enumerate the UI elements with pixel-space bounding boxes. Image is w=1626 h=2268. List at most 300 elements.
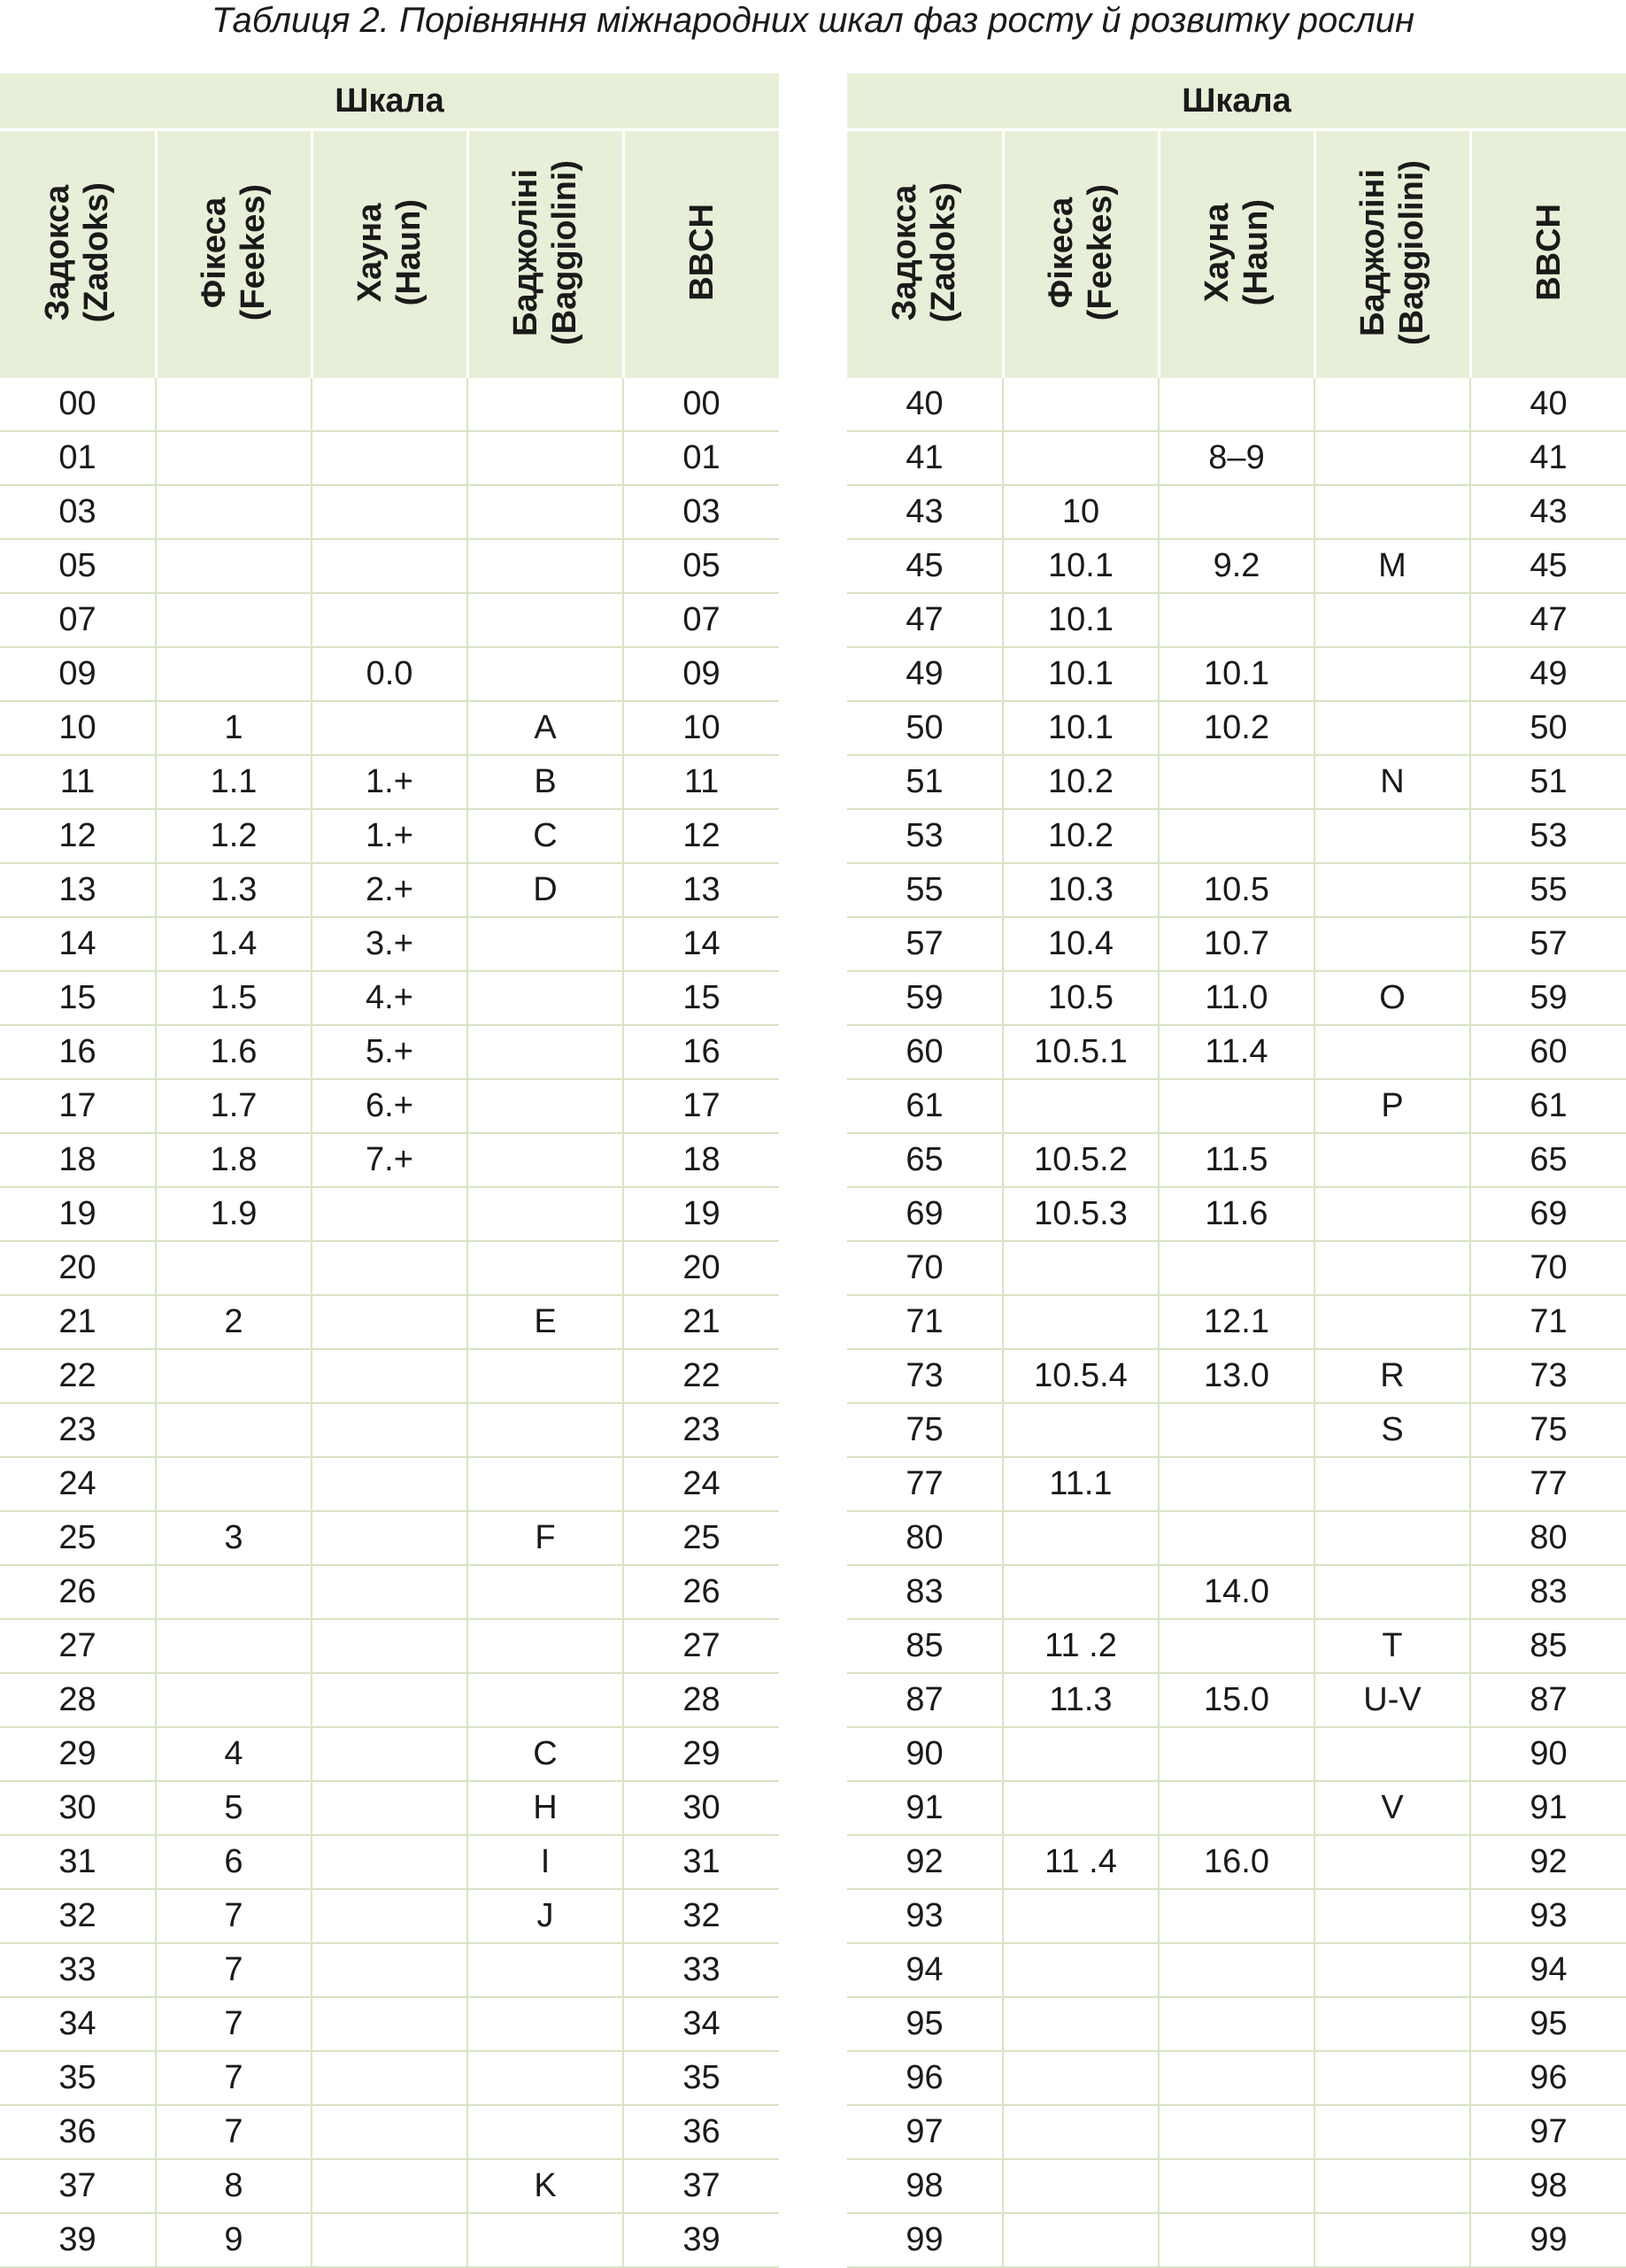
cell-bbch: 97 bbox=[1470, 2105, 1626, 2159]
cell-haun bbox=[312, 1187, 467, 1241]
table-row bbox=[0, 1943, 779, 1997]
cell-bbch: 95 bbox=[1470, 1997, 1626, 2051]
table-row bbox=[847, 1295, 1626, 1349]
cell-feekes: 1.8 bbox=[156, 1133, 312, 1187]
table-row bbox=[847, 863, 1626, 917]
cell-zadoks: 12 bbox=[0, 809, 156, 863]
cell-zadoks: 31 bbox=[0, 1835, 156, 1889]
cell-haun: 10.7 bbox=[1159, 917, 1314, 971]
cell-zadoks: 61 bbox=[847, 1079, 1003, 1133]
cell-haun bbox=[312, 1457, 467, 1511]
cell-zadoks: 53 bbox=[847, 809, 1003, 863]
cell-bbch: 24 bbox=[623, 1457, 779, 1511]
cell-bbch: 27 bbox=[623, 1619, 779, 1673]
cell-baggiolini: I bbox=[467, 1835, 623, 1889]
cell-bbch: 65 bbox=[1470, 1133, 1626, 1187]
cell-baggiolini bbox=[1314, 809, 1470, 863]
cell-bbch: 77 bbox=[1470, 1457, 1626, 1511]
cell-feekes bbox=[156, 1457, 312, 1511]
table-row bbox=[0, 1781, 779, 1835]
cell-haun bbox=[312, 1835, 467, 1889]
cell-haun bbox=[1159, 1943, 1314, 1997]
table-row bbox=[847, 2105, 1626, 2159]
cell-zadoks: 45 bbox=[847, 539, 1003, 593]
cell-feekes: 10.5.1 bbox=[1003, 1025, 1159, 1079]
table-row bbox=[847, 539, 1626, 593]
cell-zadoks: 16 bbox=[0, 1025, 156, 1079]
cell-haun bbox=[312, 485, 467, 539]
cell-haun bbox=[1159, 2051, 1314, 2105]
cell-feekes: 10.5.2 bbox=[1003, 1133, 1159, 1187]
table-row bbox=[847, 1457, 1626, 1511]
table-row bbox=[0, 1187, 779, 1241]
table-caption: Таблиця 2. Порівняння міжнародних шкал фаз росту й розвитку рослин bbox=[211, 1, 1415, 40]
cell-bbch: 18 bbox=[623, 1133, 779, 1187]
cell-zadoks: 15 bbox=[0, 971, 156, 1025]
cell-haun bbox=[312, 1241, 467, 1295]
cell-baggiolini bbox=[467, 1403, 623, 1457]
table-row bbox=[0, 593, 779, 647]
table-row bbox=[847, 593, 1626, 647]
cell-haun bbox=[312, 1781, 467, 1835]
cell-baggiolini bbox=[1314, 1835, 1470, 1889]
cell-zadoks: 01 bbox=[0, 431, 156, 485]
column-header-feekes: Фікеса (Feekes) bbox=[156, 130, 312, 379]
cell-haun bbox=[1159, 755, 1314, 809]
cell-zadoks: 14 bbox=[0, 917, 156, 971]
cell-zadoks: 93 bbox=[847, 1889, 1003, 1943]
cell-haun: 14.0 bbox=[1159, 1565, 1314, 1619]
cell-zadoks: 55 bbox=[847, 863, 1003, 917]
cell-zadoks: 23 bbox=[0, 1403, 156, 1457]
cell-bbch: 59 bbox=[1470, 971, 1626, 1025]
cell-bbch: 10 bbox=[623, 701, 779, 755]
cell-bbch: 87 bbox=[1470, 1673, 1626, 1727]
cell-bbch: 23 bbox=[623, 1403, 779, 1457]
cell-zadoks: 35 bbox=[0, 2051, 156, 2105]
cell-feekes: 2 bbox=[156, 1295, 312, 1349]
cell-haun: 5.+ bbox=[312, 1025, 467, 1079]
column-header-haun: Хауна (Haun) bbox=[312, 130, 467, 379]
cell-bbch: 92 bbox=[1470, 1835, 1626, 1889]
cell-haun bbox=[1159, 485, 1314, 539]
table-row bbox=[0, 1241, 779, 1295]
cell-feekes bbox=[1003, 431, 1159, 485]
cell-bbch: 12 bbox=[623, 809, 779, 863]
table-row bbox=[0, 2051, 779, 2105]
cell-haun: 11.4 bbox=[1159, 1025, 1314, 1079]
table-row bbox=[847, 1619, 1626, 1673]
cell-haun: 16.0 bbox=[1159, 1835, 1314, 1889]
table-row bbox=[847, 485, 1626, 539]
cell-bbch: 26 bbox=[623, 1565, 779, 1619]
cell-haun: 7.+ bbox=[312, 1133, 467, 1187]
cell-feekes: 1.7 bbox=[156, 1079, 312, 1133]
cell-zadoks: 29 bbox=[0, 1727, 156, 1781]
cell-bbch: 61 bbox=[1470, 1079, 1626, 1133]
cell-bbch: 07 bbox=[623, 593, 779, 647]
cell-bbch: 99 bbox=[1470, 2213, 1626, 2267]
table-row bbox=[0, 1133, 779, 1187]
cell-haun bbox=[1159, 1997, 1314, 2051]
cell-feekes bbox=[156, 1673, 312, 1727]
cell-feekes: 1.4 bbox=[156, 917, 312, 971]
cell-feekes: 10.1 bbox=[1003, 539, 1159, 593]
column-header-bbch: BBCH bbox=[1470, 130, 1626, 379]
cell-bbch: 40 bbox=[1470, 378, 1626, 431]
cell-bbch: 13 bbox=[623, 863, 779, 917]
cell-baggiolini bbox=[1314, 1889, 1470, 1943]
table-row bbox=[847, 1997, 1626, 2051]
cell-baggiolini: M bbox=[1314, 539, 1470, 593]
cell-zadoks: 07 bbox=[0, 593, 156, 647]
cell-haun: 0.0 bbox=[312, 647, 467, 701]
cell-zadoks: 50 bbox=[847, 701, 1003, 755]
cell-feekes bbox=[1003, 1727, 1159, 1781]
cell-baggiolini bbox=[467, 539, 623, 593]
column-header-baggiolini: Баджоліні (Baggiolini) bbox=[467, 130, 623, 379]
cell-bbch: 32 bbox=[623, 1889, 779, 1943]
cell-feekes: 11 .2 bbox=[1003, 1619, 1159, 1673]
cell-bbch: 34 bbox=[623, 1997, 779, 2051]
cell-feekes: 10.5 bbox=[1003, 971, 1159, 1025]
cell-baggiolini bbox=[467, 378, 623, 431]
cell-baggiolini bbox=[1314, 2051, 1470, 2105]
group-header-scale: Шкала bbox=[0, 73, 779, 130]
cell-haun bbox=[312, 2051, 467, 2105]
cell-baggiolini: P bbox=[1314, 1079, 1470, 1133]
cell-haun bbox=[312, 1727, 467, 1781]
cell-baggiolini: T bbox=[1314, 1619, 1470, 1673]
table-row bbox=[847, 1241, 1626, 1295]
cell-bbch: 03 bbox=[623, 485, 779, 539]
cell-bbch: 71 bbox=[1470, 1295, 1626, 1349]
cell-baggiolini bbox=[1314, 1565, 1470, 1619]
table-row bbox=[0, 971, 779, 1025]
cell-haun bbox=[312, 539, 467, 593]
cell-baggiolini: H bbox=[467, 1781, 623, 1835]
cell-baggiolini bbox=[1314, 1241, 1470, 1295]
table-row bbox=[0, 1727, 779, 1781]
cell-zadoks: 70 bbox=[847, 1241, 1003, 1295]
cell-baggiolini: R bbox=[1314, 1349, 1470, 1403]
cell-haun bbox=[312, 431, 467, 485]
cell-zadoks: 17 bbox=[0, 1079, 156, 1133]
cell-bbch: 91 bbox=[1470, 1781, 1626, 1835]
cell-zadoks: 41 bbox=[847, 431, 1003, 485]
table-row bbox=[0, 378, 779, 431]
cell-baggiolini: U-V bbox=[1314, 1673, 1470, 1727]
cell-bbch: 01 bbox=[623, 431, 779, 485]
cell-haun: 2.+ bbox=[312, 863, 467, 917]
cell-feekes: 11.1 bbox=[1003, 1457, 1159, 1511]
cell-feekes bbox=[1003, 1241, 1159, 1295]
cell-bbch: 37 bbox=[623, 2159, 779, 2213]
cell-zadoks: 18 bbox=[0, 1133, 156, 1187]
cell-zadoks: 25 bbox=[0, 1511, 156, 1565]
cell-haun: 8–9 bbox=[1159, 431, 1314, 485]
cell-bbch: 25 bbox=[623, 1511, 779, 1565]
cell-bbch: 45 bbox=[1470, 539, 1626, 593]
cell-baggiolini bbox=[1314, 593, 1470, 647]
cell-baggiolini: K bbox=[467, 2159, 623, 2213]
table-row bbox=[847, 1781, 1626, 1835]
cell-feekes bbox=[1003, 1997, 1159, 2051]
cell-bbch: 93 bbox=[1470, 1889, 1626, 1943]
cell-feekes: 10 bbox=[1003, 485, 1159, 539]
cell-feekes bbox=[156, 378, 312, 431]
cell-feekes bbox=[156, 485, 312, 539]
cell-bbch: 60 bbox=[1470, 1025, 1626, 1079]
cell-feekes: 7 bbox=[156, 2105, 312, 2159]
table-row bbox=[0, 2159, 779, 2213]
table-row bbox=[847, 917, 1626, 971]
table-row bbox=[0, 431, 779, 485]
cell-bbch: 51 bbox=[1470, 755, 1626, 809]
cell-zadoks: 60 bbox=[847, 1025, 1003, 1079]
cell-haun bbox=[1159, 1781, 1314, 1835]
cell-feekes: 1.2 bbox=[156, 809, 312, 863]
cell-baggiolini: F bbox=[467, 1511, 623, 1565]
cell-bbch: 96 bbox=[1470, 2051, 1626, 2105]
table-row bbox=[0, 1511, 779, 1565]
table-row bbox=[847, 1835, 1626, 1889]
cell-zadoks: 21 bbox=[0, 1295, 156, 1349]
cell-feekes bbox=[1003, 1781, 1159, 1835]
cell-feekes bbox=[1003, 1403, 1159, 1457]
cell-zadoks: 95 bbox=[847, 1997, 1003, 2051]
cell-feekes bbox=[1003, 378, 1159, 431]
cell-baggiolini bbox=[467, 1565, 623, 1619]
cell-feekes: 7 bbox=[156, 2051, 312, 2105]
cell-feekes bbox=[156, 539, 312, 593]
cell-baggiolini: V bbox=[1314, 1781, 1470, 1835]
cell-zadoks: 69 bbox=[847, 1187, 1003, 1241]
cell-baggiolini bbox=[467, 1079, 623, 1133]
column-header-baggiolini: Баджоліні (Baggiolini) bbox=[1314, 130, 1470, 379]
cell-baggiolini bbox=[467, 1457, 623, 1511]
cell-haun bbox=[312, 1511, 467, 1565]
cell-baggiolini bbox=[467, 1619, 623, 1673]
cell-zadoks: 39 bbox=[0, 2213, 156, 2267]
table-row bbox=[0, 647, 779, 701]
cell-zadoks: 37 bbox=[0, 2159, 156, 2213]
cell-bbch: 98 bbox=[1470, 2159, 1626, 2213]
cell-baggiolini bbox=[1314, 1295, 1470, 1349]
table-row bbox=[0, 917, 779, 971]
cell-baggiolini: N bbox=[1314, 755, 1470, 809]
cell-bbch: 11 bbox=[623, 755, 779, 809]
cell-haun bbox=[1159, 1889, 1314, 1943]
cell-bbch: 17 bbox=[623, 1079, 779, 1133]
cell-haun bbox=[1159, 2159, 1314, 2213]
cell-bbch: 16 bbox=[623, 1025, 779, 1079]
cell-haun: 10.2 bbox=[1159, 701, 1314, 755]
table-row bbox=[847, 2213, 1626, 2267]
cell-feekes bbox=[156, 1619, 312, 1673]
cell-feekes: 8 bbox=[156, 2159, 312, 2213]
cell-bbch: 36 bbox=[623, 2105, 779, 2159]
cell-zadoks: 97 bbox=[847, 2105, 1003, 2159]
cell-feekes: 4 bbox=[156, 1727, 312, 1781]
scale-table-left bbox=[0, 73, 779, 2268]
cell-zadoks: 92 bbox=[847, 1835, 1003, 1889]
cell-haun bbox=[312, 1349, 467, 1403]
table-row bbox=[847, 1889, 1626, 1943]
cell-feekes bbox=[156, 1565, 312, 1619]
table-row bbox=[847, 378, 1626, 431]
cell-zadoks: 49 bbox=[847, 647, 1003, 701]
cell-haun bbox=[1159, 1241, 1314, 1295]
cell-haun bbox=[1159, 1079, 1314, 1133]
cell-bbch: 33 bbox=[623, 1943, 779, 1997]
cell-zadoks: 85 bbox=[847, 1619, 1003, 1673]
table-row bbox=[0, 539, 779, 593]
cell-zadoks: 51 bbox=[847, 755, 1003, 809]
cell-feekes: 7 bbox=[156, 1889, 312, 1943]
cell-feekes bbox=[1003, 1295, 1159, 1349]
cell-haun bbox=[1159, 809, 1314, 863]
cell-haun bbox=[312, 1403, 467, 1457]
cell-feekes bbox=[1003, 1079, 1159, 1133]
cell-feekes: 1.6 bbox=[156, 1025, 312, 1079]
cell-bbch: 70 bbox=[1470, 1241, 1626, 1295]
cell-baggiolini: S bbox=[1314, 1403, 1470, 1457]
cell-zadoks: 57 bbox=[847, 917, 1003, 971]
cell-baggiolini bbox=[1314, 1997, 1470, 2051]
cell-haun bbox=[312, 2213, 467, 2267]
cell-bbch: 22 bbox=[623, 1349, 779, 1403]
cell-baggiolini bbox=[1314, 701, 1470, 755]
table-row bbox=[0, 485, 779, 539]
table-row bbox=[0, 755, 779, 809]
cell-baggiolini bbox=[467, 2051, 623, 2105]
cell-haun bbox=[312, 1295, 467, 1349]
cell-zadoks: 30 bbox=[0, 1781, 156, 1835]
cell-zadoks: 33 bbox=[0, 1943, 156, 1997]
table-row bbox=[0, 1079, 779, 1133]
cell-feekes bbox=[1003, 2105, 1159, 2159]
table-row bbox=[0, 1349, 779, 1403]
table-row bbox=[847, 1673, 1626, 1727]
cell-zadoks: 80 bbox=[847, 1511, 1003, 1565]
cell-feekes: 11.3 bbox=[1003, 1673, 1159, 1727]
cell-zadoks: 71 bbox=[847, 1295, 1003, 1349]
cell-bbch: 14 bbox=[623, 917, 779, 971]
cell-zadoks: 11 bbox=[0, 755, 156, 809]
table-body-left bbox=[0, 378, 779, 2267]
table-row bbox=[0, 1673, 779, 1727]
cell-bbch: 29 bbox=[623, 1727, 779, 1781]
cell-feekes: 10.2 bbox=[1003, 755, 1159, 809]
cell-zadoks: 47 bbox=[847, 593, 1003, 647]
table-row bbox=[847, 2159, 1626, 2213]
table-row bbox=[847, 1511, 1626, 1565]
table-row bbox=[847, 1025, 1626, 1079]
cell-zadoks: 00 bbox=[0, 378, 156, 431]
cell-baggiolini bbox=[1314, 1727, 1470, 1781]
cell-baggiolini bbox=[1314, 485, 1470, 539]
cell-haun bbox=[1159, 593, 1314, 647]
cell-bbch: 43 bbox=[1470, 485, 1626, 539]
cell-bbch: 53 bbox=[1470, 809, 1626, 863]
column-header-bbch: BBCH bbox=[623, 130, 779, 379]
cell-haun: 11.6 bbox=[1159, 1187, 1314, 1241]
table-row bbox=[847, 1403, 1626, 1457]
table-row bbox=[0, 701, 779, 755]
table-row bbox=[847, 971, 1626, 1025]
cell-haun bbox=[1159, 1619, 1314, 1673]
column-header-zadoks: Задокса (Zadoks) bbox=[847, 130, 1003, 379]
table-row bbox=[847, 1187, 1626, 1241]
cell-feekes bbox=[1003, 2213, 1159, 2267]
cell-bbch: 50 bbox=[1470, 701, 1626, 755]
cell-haun bbox=[312, 1565, 467, 1619]
cell-zadoks: 90 bbox=[847, 1727, 1003, 1781]
cell-feekes bbox=[156, 647, 312, 701]
cell-baggiolini: C bbox=[467, 1727, 623, 1781]
cell-bbch: 15 bbox=[623, 971, 779, 1025]
cell-zadoks: 87 bbox=[847, 1673, 1003, 1727]
cell-haun bbox=[312, 701, 467, 755]
cell-baggiolini bbox=[467, 593, 623, 647]
cell-baggiolini: J bbox=[467, 1889, 623, 1943]
cell-bbch: 35 bbox=[623, 2051, 779, 2105]
table-row bbox=[0, 1889, 779, 1943]
table-row bbox=[0, 1997, 779, 2051]
cell-feekes: 11 .4 bbox=[1003, 1835, 1159, 1889]
cell-haun bbox=[1159, 2213, 1314, 2267]
cell-haun bbox=[312, 2159, 467, 2213]
cell-haun bbox=[312, 1673, 467, 1727]
cell-feekes bbox=[1003, 1943, 1159, 1997]
cell-feekes bbox=[1003, 1565, 1159, 1619]
cell-feekes bbox=[1003, 2159, 1159, 2213]
cell-zadoks: 27 bbox=[0, 1619, 156, 1673]
cell-feekes: 9 bbox=[156, 2213, 312, 2267]
cell-feekes bbox=[156, 431, 312, 485]
cell-baggiolini bbox=[1314, 863, 1470, 917]
cell-baggiolini: A bbox=[467, 701, 623, 755]
cell-feekes: 1.5 bbox=[156, 971, 312, 1025]
table-row bbox=[0, 1565, 779, 1619]
table-row bbox=[0, 809, 779, 863]
cell-baggiolini bbox=[1314, 2159, 1470, 2213]
cell-bbch: 30 bbox=[623, 1781, 779, 1835]
cell-bbch: 94 bbox=[1470, 1943, 1626, 1997]
cell-zadoks: 03 bbox=[0, 485, 156, 539]
table-row bbox=[847, 1349, 1626, 1403]
cell-baggiolini bbox=[467, 1025, 623, 1079]
cell-baggiolini bbox=[1314, 917, 1470, 971]
cell-bbch: 73 bbox=[1470, 1349, 1626, 1403]
table-row bbox=[0, 1403, 779, 1457]
table-body-right bbox=[847, 378, 1626, 2267]
cell-zadoks: 83 bbox=[847, 1565, 1003, 1619]
cell-baggiolini bbox=[467, 2213, 623, 2267]
cell-bbch: 90 bbox=[1470, 1727, 1626, 1781]
cell-haun: 13.0 bbox=[1159, 1349, 1314, 1403]
cell-zadoks: 09 bbox=[0, 647, 156, 701]
cell-baggiolini bbox=[1314, 2105, 1470, 2159]
cell-haun: 11.0 bbox=[1159, 971, 1314, 1025]
cell-haun bbox=[312, 1997, 467, 2051]
cell-feekes bbox=[1003, 1511, 1159, 1565]
scale-table-right bbox=[847, 73, 1626, 2268]
cell-bbch: 05 bbox=[623, 539, 779, 593]
cell-feekes: 1 bbox=[156, 701, 312, 755]
cell-zadoks: 26 bbox=[0, 1565, 156, 1619]
